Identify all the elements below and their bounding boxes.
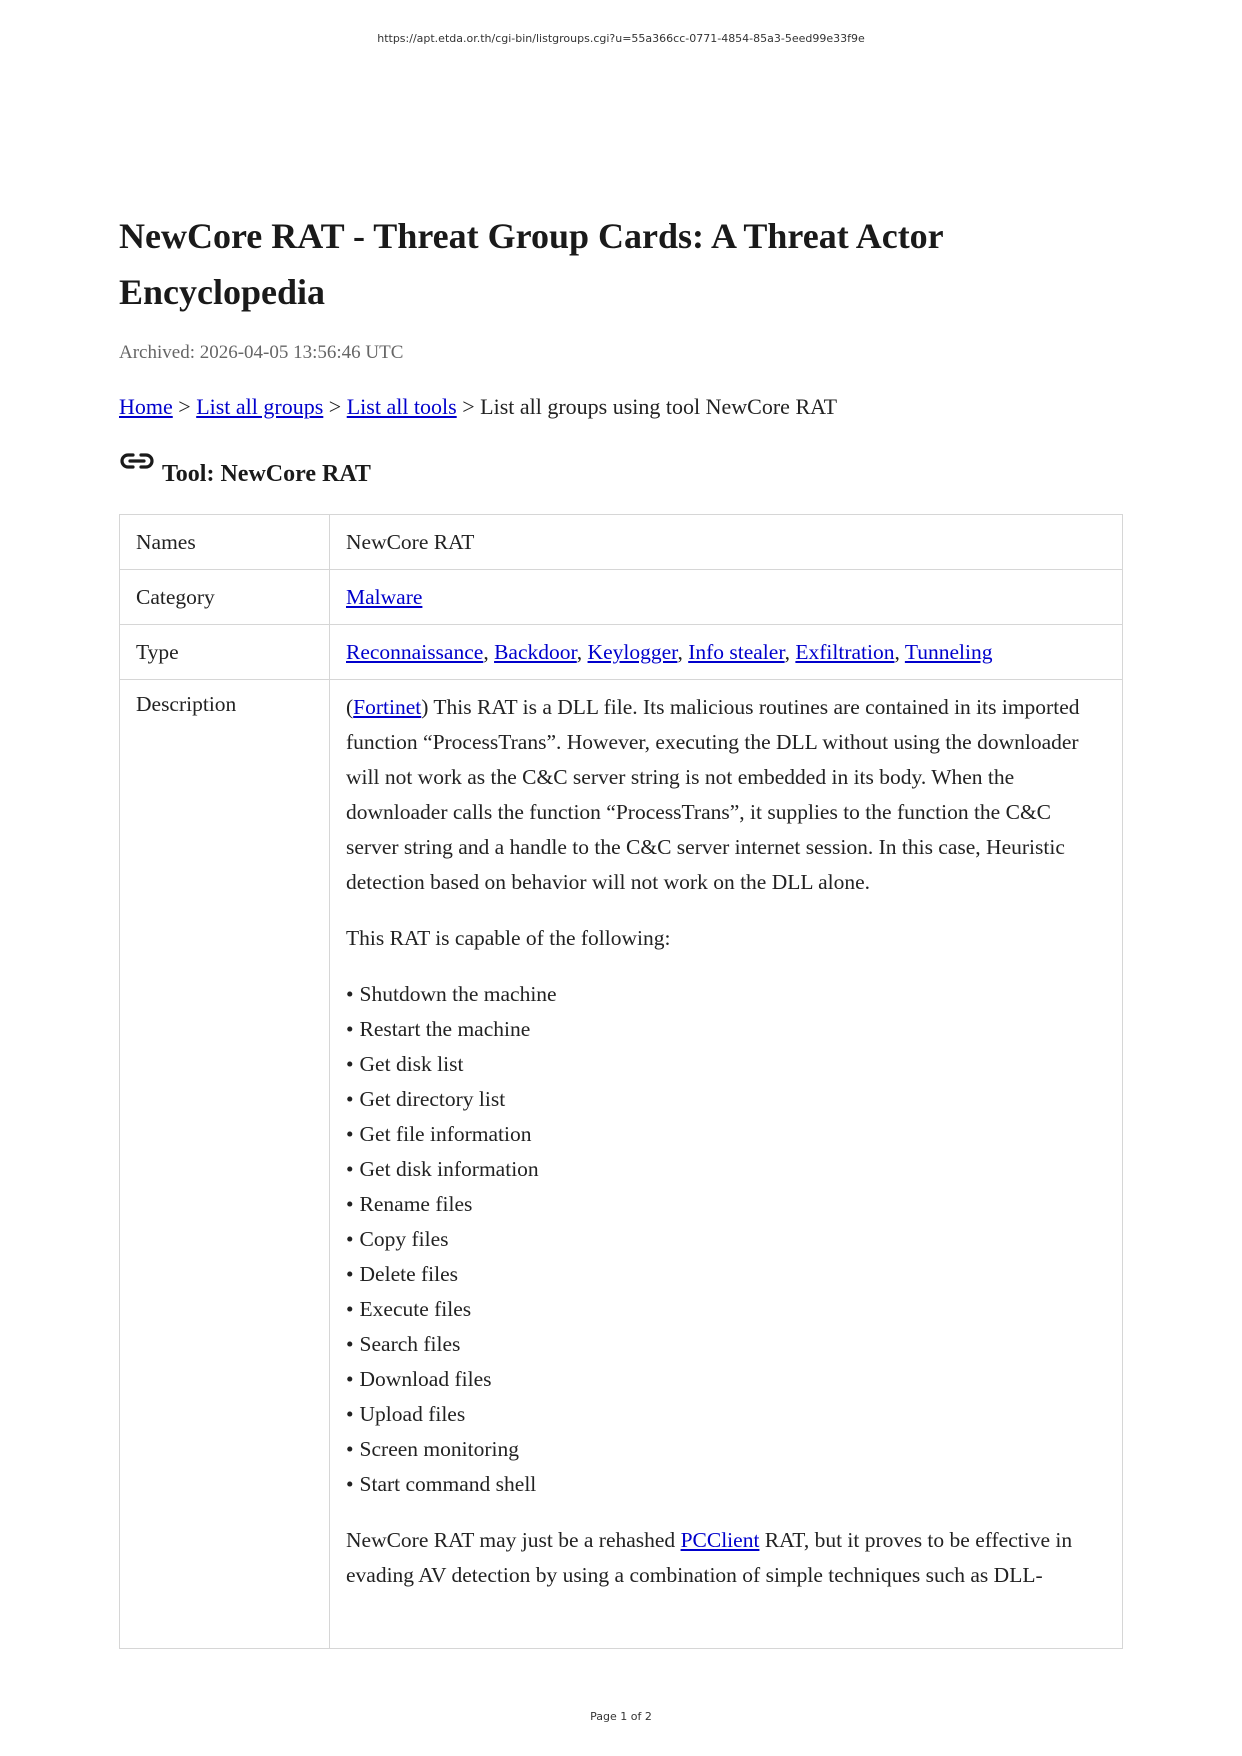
link-icon	[119, 442, 155, 482]
breadcrumb-separator: >	[178, 394, 191, 419]
list-item: • Get disk information	[346, 1152, 1106, 1187]
type-value	[330, 625, 1123, 680]
tool-heading	[119, 450, 1123, 490]
type-separator: ,	[677, 640, 689, 664]
print-footer-page-number: Page 1 of 2	[590, 1710, 652, 1723]
list-item: • Restart the machine	[346, 1012, 1106, 1047]
type-link-info-stealer[interactable]: Info stealer	[688, 640, 785, 664]
archived-timestamp: Archived: 2026-04-05 13:56:46 UTC	[119, 342, 404, 363]
list-item: • Get directory list	[346, 1082, 1106, 1117]
row-label: Type	[120, 625, 330, 680]
page-title: NewCore RAT - Threat Group Cards: A Threat Actor Encyclopedia	[119, 216, 944, 312]
list-item: • Rename files	[346, 1187, 1106, 1222]
type-link-tunneling[interactable]: Tunneling	[904, 640, 993, 664]
print-header-url: https://apt.etda.or.th/cgi-bin/listgroups.cgi?u=55a366cc-0771-4854-85a3-5eed99e33f9e	[377, 32, 865, 45]
capabilities-list	[346, 977, 1106, 1502]
type-link-keylogger[interactable]: Keylogger	[587, 640, 678, 664]
source-link-fortinet[interactable]: Fortinet	[353, 695, 422, 719]
breadcrumb-home-link[interactable]: Home	[119, 394, 173, 419]
type-link-reconnaissance[interactable]: Reconnaissance	[346, 640, 484, 664]
breadcrumb-separator: >	[328, 394, 342, 419]
list-item: • Search files	[346, 1327, 1106, 1362]
description-paragraph	[346, 1523, 1106, 1593]
list-item: • Delete files	[346, 1257, 1106, 1292]
table-row-type	[120, 625, 1123, 680]
paren-open: (	[346, 695, 354, 719]
description-text: RAT, but it proves to be effective in evading AV detection by using a combination of simple techniques such as DLL-	[346, 1528, 1073, 1587]
list-item: • Copy files	[346, 1222, 1106, 1257]
type-link-exfiltration[interactable]: Exfiltration	[795, 640, 895, 664]
category-malware-link[interactable]: Malware	[346, 585, 423, 609]
type-separator: ,	[894, 640, 905, 664]
list-item: • Shutdown the machine	[346, 977, 1106, 1012]
breadcrumb-groups-link[interactable]: List all groups	[196, 394, 324, 419]
names-value: NewCore RAT	[330, 515, 1123, 570]
breadcrumb-current: List all groups using tool NewCore RAT	[480, 394, 838, 419]
table-row-names	[120, 515, 1123, 570]
list-item: • Screen monitoring	[346, 1432, 1106, 1467]
breadcrumb-tools-link[interactable]: List all tools	[346, 394, 457, 419]
main-content	[119, 208, 1123, 1649]
row-label: Category	[120, 570, 330, 625]
list-item: • Upload files	[346, 1397, 1106, 1432]
breadcrumb-separator: >	[462, 394, 475, 419]
list-item: • Execute files	[346, 1292, 1106, 1327]
breadcrumb	[119, 392, 1123, 422]
table-row-description	[120, 680, 1123, 1649]
type-separator: ,	[483, 640, 495, 664]
type-link-backdoor[interactable]: Backdoor	[494, 640, 577, 664]
capabilities-intro: This RAT is capable of the following:	[346, 926, 671, 950]
pcclient-link[interactable]: PCClient	[680, 1528, 760, 1552]
list-item: • Start command shell	[346, 1467, 1106, 1502]
row-label: Names	[120, 515, 330, 570]
category-value	[330, 570, 1123, 625]
description-text: ) This RAT is a DLL file. Its malicious routines are contained in its imported function “ProcessTrans”. However, executing the DLL without using the downloader will not work as the C&C server string is not embedded in its body. When the downloader calls the function “ProcessTrans”, it supplies to the function the C&C server string and a handle to the C&C server internet session. In this case, Heuristic detection based on behavior will not work on the DLL alone.	[346, 695, 1080, 894]
description-value	[330, 680, 1123, 1649]
list-item: • Get file information	[346, 1117, 1106, 1152]
tool-title: Tool: NewCore RAT	[162, 461, 371, 487]
type-separator: ,	[576, 640, 588, 664]
tool-info-table	[119, 514, 1123, 1649]
row-label: Description	[120, 680, 330, 1649]
list-item: • Get disk list	[346, 1047, 1106, 1082]
table-row-category	[120, 570, 1123, 625]
list-item: • Download files	[346, 1362, 1106, 1397]
description-text: NewCore RAT may just be a rehashed	[346, 1528, 681, 1552]
type-separator: ,	[784, 640, 796, 664]
description-paragraph	[346, 690, 1106, 900]
